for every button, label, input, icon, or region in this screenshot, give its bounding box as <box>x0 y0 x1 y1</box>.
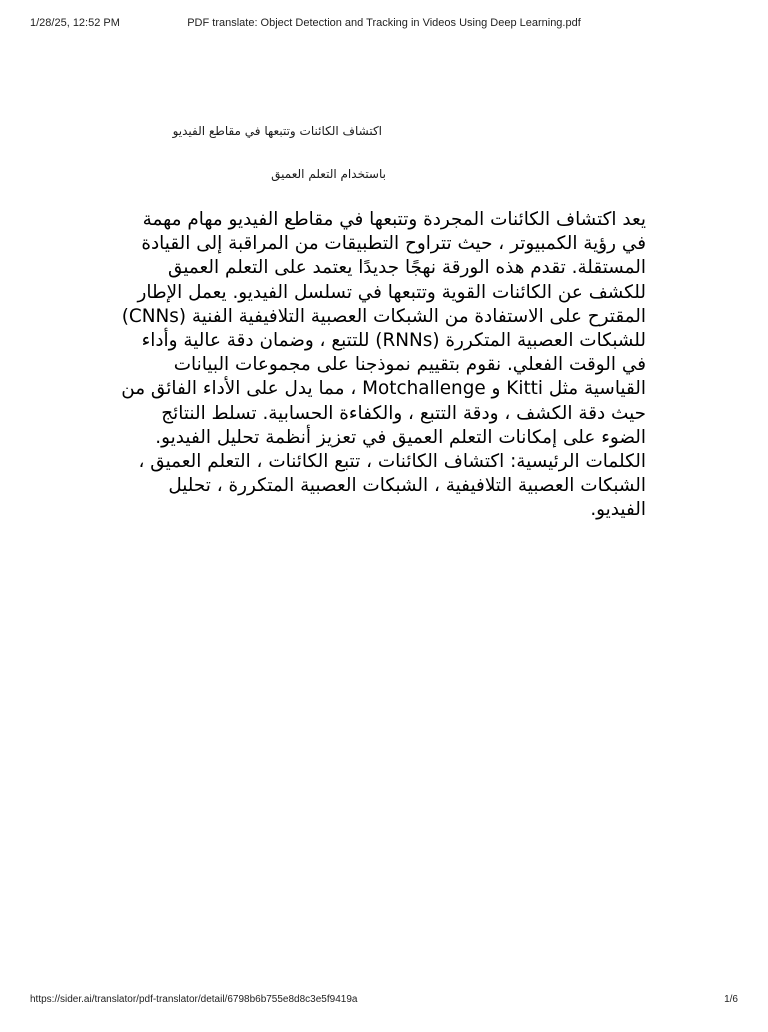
abstract-paragraph: يعد اكتشاف الكائنات المجردة وتتبعها في مقاطع الفيديو مهام مهمة في رؤية الكمبيوتر ، حيث تتراوح التطبيقات من المراقبة إلى القيادة المستقلة. تقدم هذه الورقة نهجًا جديدًا يعتمد على التعلم العميق للكشف عن الكائنات القوية وتتبعها في تسلسل الفيديو. يعمل الإطار المقترح على الاستفادة من الشبكات العصبية التلافيفية الفنية (CNNs) للشبكات العصبية المتكررة (RNNs) للتتبع ، وضمان دقة عالية وأداء في الوقت الفعلي. نقوم بتقييم نموذجنا على مجموعات البيانات القياسية مثل Kitti و Motchallenge ، مما يدل على الأداء الفائق من حيث دقة الكشف ، ودقة التتبع ، والكفاءة الحسابية. تسلط النتائج الضوء على إمكانات التعلم العميق في تعزيز أنظمة تحليل الفيديو. الكلمات الرئيسية: اكتشاف الكائنات ، تتبع الكائنات ، التعلم العميق ، الشبكات العصبية التلافيفية ، الشبكات العصبية المتكررة ، تحليل الفيديو. <box>121 209 646 521</box>
print-header <box>0 10 768 30</box>
print-datetime: 1/28/25, 12:52 PM <box>30 17 120 29</box>
print-page-url: https://sider.ai/translator/pdf-translator/detail/6798b6b755e8d8c3e5f9419a <box>30 994 358 1005</box>
document-title-line-2: باستخدام التعلم العميق <box>271 167 386 181</box>
page-indicator: 1/6 <box>724 994 738 1005</box>
document-title-line-1: اكتشاف الكائنات وتتبعها في مقاطع الفيديو <box>172 124 382 138</box>
print-footer <box>0 994 768 1032</box>
print-document-title: PDF translate: Object Detection and Tracking in Videos Using Deep Learning.pdf <box>187 17 581 29</box>
